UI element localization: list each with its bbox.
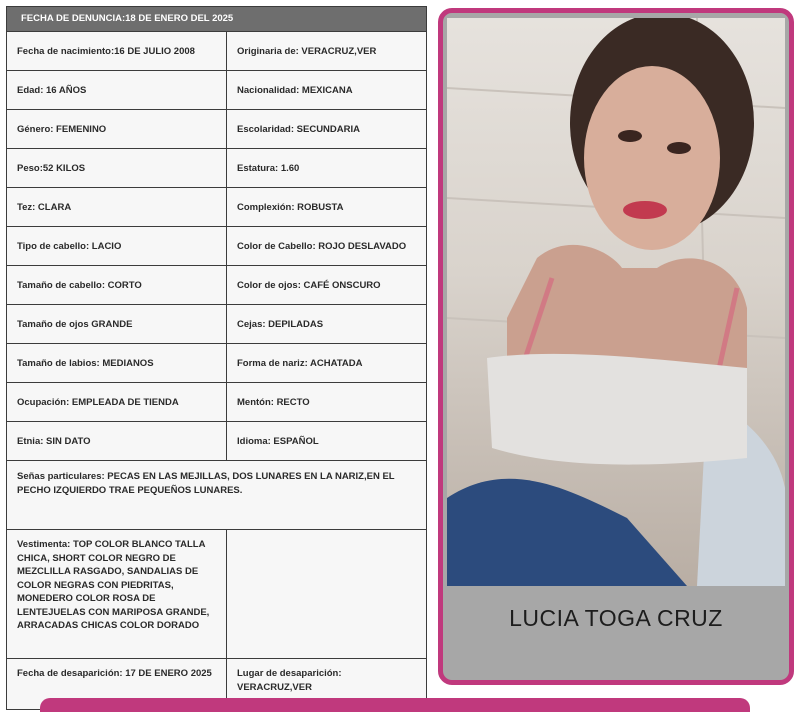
build-cell: Complexión: ROBUSTA xyxy=(237,201,344,213)
form-row xyxy=(7,344,426,383)
form-row xyxy=(7,383,426,422)
occupation-cell: Ocupación: EMPLEADA DE TIENDA xyxy=(7,383,227,421)
form-row xyxy=(7,110,426,149)
disappearance-place-cell: Lugar de desaparición: VERACRUZ,VER xyxy=(237,668,342,693)
form-row xyxy=(7,188,426,227)
weight-cell: Peso:52 KILOS xyxy=(7,149,227,187)
form-row xyxy=(7,71,426,110)
form-row xyxy=(7,266,426,305)
form-row xyxy=(7,422,426,461)
lip-size-cell: Tamaño de labios: MEDIANOS xyxy=(7,344,227,382)
eye-color-cell: Color de ojos: CAFÉ ONSCURO xyxy=(237,279,381,291)
eye-size-cell: Tamaño de ojos GRANDE xyxy=(7,305,227,343)
missing-person-form xyxy=(6,6,427,710)
photo-illustration xyxy=(447,18,785,586)
form-row xyxy=(7,530,426,659)
hair-length-cell: Tamaño de cabello: CORTO xyxy=(7,266,227,304)
clothing-cell: Vestimenta: TOP COLOR BLANCO TALLA CHICA, SHORT COLOR NEGRO DE MEZCLILLA RASGADO, SANDALIAS DE COLOR NEGRAS CON PIEDRITAS, MONEDERO COLOR ROSA DE LENTEJUELAS CON MARIPOSA GRANDE, ARRACADAS CHICAS COLOR DORADO xyxy=(7,530,227,658)
age-cell: Edad: 16 AÑOS xyxy=(7,71,227,109)
birth-date-cell: Fecha de nacimiento:16 DE JULIO 2008 xyxy=(7,32,227,70)
form-row xyxy=(7,305,426,344)
person-photo xyxy=(447,18,785,586)
disappearance-date-cell: Fecha de desaparición: 17 DE ENERO 2025 xyxy=(7,659,227,709)
photo-frame xyxy=(438,8,794,685)
bottom-accent-bar xyxy=(40,698,750,712)
form-row xyxy=(7,461,426,530)
form-row xyxy=(7,227,426,266)
ethnicity-cell: Etnia: SIN DATO xyxy=(7,422,227,460)
gender-cell: Género: FEMENINO xyxy=(7,110,227,148)
chin-cell: Mentón: RECTO xyxy=(237,396,310,408)
clothing-empty-cell xyxy=(227,530,426,658)
skin-tone-cell: Tez: CLARA xyxy=(7,188,227,226)
eyebrows-cell: Cejas: DEPILADAS xyxy=(237,318,324,330)
form-row xyxy=(7,149,426,188)
nationality-cell: Nacionalidad: MEXICANA xyxy=(237,84,353,96)
nose-shape-cell: Forma de nariz: ACHATADA xyxy=(237,357,363,369)
origin-cell: Originaria de: VERACRUZ,VER xyxy=(237,45,377,57)
hair-color-cell: Color de Cabello: ROJO DESLAVADO xyxy=(237,240,407,252)
form-row xyxy=(7,32,426,71)
distinguishing-marks-cell: Señas particulares: PECAS EN LAS MEJILLAS, DOS LUNARES EN LA NARIZ,EN EL PECHO IZQUIERDO TRAE PEQUEÑOS LUNARES. xyxy=(17,471,395,496)
language-cell: Idioma: ESPAÑOL xyxy=(237,435,319,447)
schooling-cell: Escolaridad: SECUNDARIA xyxy=(237,123,360,135)
hair-type-cell: Tipo de cabello: LACIO xyxy=(7,227,227,265)
report-date-header: FECHA DE DENUNCIA:18 DE ENERO DEL 2025 xyxy=(7,7,426,32)
person-name: LUCIA TOGA CRUZ xyxy=(509,605,723,631)
height-cell: Estatura: 1.60 xyxy=(237,162,300,174)
